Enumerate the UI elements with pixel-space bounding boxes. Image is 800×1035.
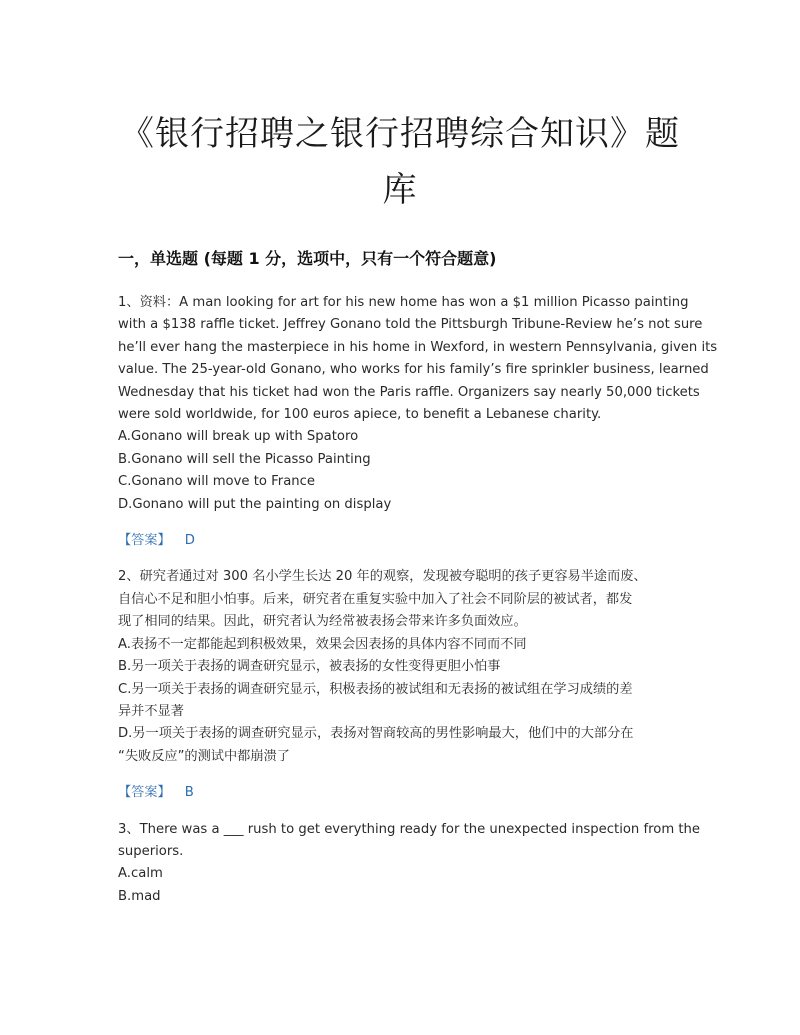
document-title <box>100 106 700 218</box>
question-line: superiors. <box>118 843 184 859</box>
answer-label: 【答案】 <box>118 533 171 549</box>
question-stem <box>118 292 718 426</box>
question-line: 现了相同的结果。因此，研究者认为经常被表扬会带来许多负面效应。 <box>118 614 527 630</box>
question-line: 自信心不足和胆小怕事。后来，研究者在重复实验中加入了社会不同阶层的被试者，都发 <box>118 591 633 607</box>
title-line-1: 《银行招聘之银行招聘综合知识》题 <box>120 114 680 154</box>
question-list <box>118 292 718 908</box>
question-line: with a $138 raffle ticket. Jeffrey Gonano told the Pittsburgh Tribune-Review he’s not sure <box>118 317 703 333</box>
option-c: C.另一项关于表扬的调查研究显示，积极表扬的被试组和无表扬的被试组在学习成绩的差 <box>118 681 633 697</box>
section-heading: 一，单选题 (每题 1 分，选项中，只有一个符合题意) <box>118 249 497 268</box>
option-d: D.Gonano will put the painting on display <box>118 496 392 512</box>
question-line: value. The 25-year-old Gonano, who works for his family’s fire sprinkler business, learned <box>118 362 709 378</box>
title-line-2: 库 <box>382 170 418 210</box>
question-line: 2、研究者通过对 300 名小学生长达 20 年的观察，发现被夸聪明的孩子更容易半途而废、 <box>118 569 647 585</box>
question-line: Wednesday that his ticket had won the Paris raffle. Organizers say nearly 50,000 tickets <box>118 384 700 400</box>
question-line: 1、资料：A man looking for art for his new home has won a $1 million Picasso painting <box>118 295 689 310</box>
option-a: A.Gonano will break up with Spatoro <box>118 429 359 445</box>
option-c: C.Gonano will move to France <box>118 474 316 490</box>
answer-value: D <box>184 533 195 549</box>
question-stem <box>118 819 701 864</box>
option-b: B.Gonano will sell the Picasso Painting <box>118 451 371 467</box>
question-stem <box>118 566 683 633</box>
answer-line <box>118 530 683 552</box>
option-b: B.mad <box>118 888 161 904</box>
question-line: 3、There was a ___ rush to get everything ready for the unexpected inspection from the <box>118 821 701 837</box>
answer-label: 【答案】 <box>118 785 171 801</box>
option-a: A.calm <box>118 866 163 882</box>
option-a: A.表扬不一定都能起到积极效果，效果会因表扬的具体内容不同而不同 <box>118 636 527 652</box>
question-3 <box>118 819 701 909</box>
answer-value: B <box>184 785 194 801</box>
question-2 <box>118 566 683 804</box>
answer-line <box>118 782 683 804</box>
option-d-continued: “失败反应”的测试中都崩溃了 <box>118 748 290 764</box>
option-c-continued: 异并不显著 <box>118 703 184 719</box>
option-b: B.另一项关于表扬的调查研究显示，被表扬的女性变得更胆小怕事 <box>118 659 501 675</box>
question-line: were sold worldwide, for 100 euros apiece, to benefit a Lebanese charity. <box>118 407 602 423</box>
question-1 <box>118 292 718 552</box>
question-line: he’ll ever hang the masterpiece in his home in Wexford, in western Pennsylvania, given its <box>118 339 718 355</box>
option-d: D.另一项关于表扬的调查研究显示，表扬对智商较高的男性影响最大，他们中的大部分在 <box>118 726 634 742</box>
